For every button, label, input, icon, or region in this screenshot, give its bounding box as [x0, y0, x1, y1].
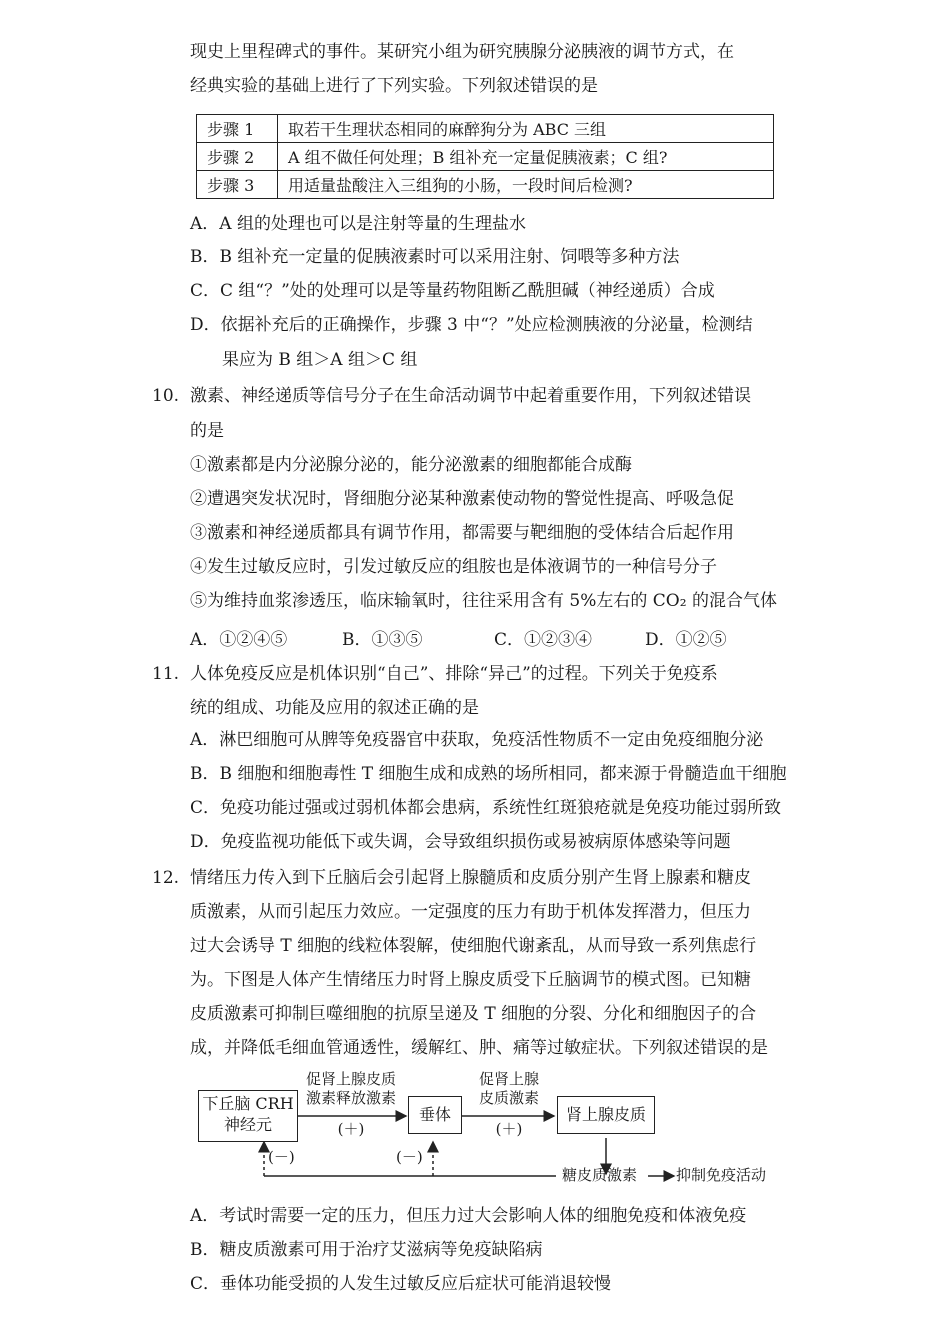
step-label: 步骤 2	[197, 143, 278, 171]
immune-inhibition-label: 抑制免疫活动	[676, 1166, 767, 1184]
q11-option-a: A．淋巴细胞可从脾等免疫器官中获取，免疫活性物质不一定由免疫细胞分泌	[190, 730, 764, 750]
q11-stem-line-2: 统的组成、功能及应用的叙述正确的是	[190, 698, 479, 718]
q12-stem-line-4: 为。下图是人体产生情绪压力时肾上腺皮质受下丘脑调节的模式图。已知糖	[190, 970, 751, 990]
step-label: 步骤 3	[197, 171, 278, 199]
q12-option-c: C．垂体功能受损的人发生过敏反应后症状可能消退较慢	[190, 1274, 612, 1294]
acth-label-1: 促肾上腺	[478, 1070, 539, 1088]
q11-option-c: C．免疫功能过强或过弱机体都会患病，系统性红斑狼疮就是免疫功能过弱所致	[190, 798, 782, 818]
crh-neuron-label-2: 神经元	[223, 1115, 272, 1134]
q9-option-d-line-1: D．依据补充后的正确操作，步骤 3 中“？”处应检测胰液的分泌量，检测结	[190, 315, 753, 335]
q12-option-a: A．考试时需要一定的压力，但压力过大会影响人体的细胞免疫和体液免疫	[190, 1206, 747, 1226]
q12-option-b: B．糖皮质激素可用于治疗艾滋病等免疫缺陷病	[190, 1240, 543, 1260]
arrow2-sign: (＋)	[495, 1120, 523, 1138]
step-content: 取若干生理状态相同的麻醉狗分为 ABC 三组	[278, 115, 774, 143]
step-content: 用适量盐酸注入三组狗的小肠，一段时间后检测?	[278, 171, 774, 199]
q12-stem-line-6: 成，并降低毛细血管通透性，缓解红、肿、痛等过敏症状。下列叙述错误的是	[190, 1038, 768, 1058]
q10-option-a: A．①②④⑤	[190, 630, 288, 650]
q10-item-4: ④发生过敏反应时，引发过敏反应的组胺也是体液调节的一种信号分子	[190, 557, 717, 577]
glucocorticoid-label: 糖皮质激素	[562, 1166, 638, 1184]
acth-label-2: 皮质激素	[478, 1089, 539, 1107]
crh-hormone-label-2: 激素释放激素	[305, 1089, 396, 1107]
crh-neuron-label-1: 下丘脑 CRH	[202, 1094, 294, 1113]
q10-item-2: ②遭遇突发状况时，肾细胞分泌某种激素使动物的警觉性提高、呼吸急促	[190, 489, 734, 509]
q9-option-d-line-2: 果应为 B 组＞A 组＞C 组	[222, 350, 418, 370]
q10-number: 10.	[152, 386, 180, 406]
q10-option-c: C．①②③④	[494, 630, 593, 650]
table-row	[197, 143, 774, 171]
table-row	[197, 171, 774, 199]
q10-item-1: ①激素都是内分泌腺分泌的，能分泌激素的细胞都能合成酶	[190, 455, 632, 475]
q10-option-d: D．①②⑤	[645, 630, 727, 650]
feedback1-sign: (－)	[268, 1148, 295, 1166]
crh-neuron-box	[198, 1090, 298, 1142]
q9-option-a: A．A 组的处理也可以是注射等量的生理盐水	[190, 214, 526, 234]
q12-stem-line-3: 过大会诱导 T 细胞的线粒体裂解，使细胞代谢紊乱，从而导致一系列焦虑行	[190, 936, 757, 956]
q10-option-b: B．①③⑤	[342, 630, 423, 650]
q11-stem-line-1: 人体免疫反应是机体识别“自己”、排除“异己”的过程。下列关于免疫系	[190, 664, 718, 684]
q10-stem-line-2: 的是	[190, 421, 224, 441]
q12-number: 12.	[152, 868, 180, 888]
feedback2-sign: (－)	[396, 1148, 423, 1166]
q10-stem-line-1: 激素、神经递质等信号分子在生命活动调节中起着重要作用，下列叙述错误	[190, 386, 751, 406]
q12-stem-line-2: 质激素，从而引起压力效应。一定强度的压力有助于机体发挥潜力，但压力	[190, 902, 751, 922]
q11-number: 11.	[152, 664, 180, 684]
table-row	[197, 115, 774, 143]
q9-stem-line-2: 经典实验的基础上进行了下列实验。下列叙述错误的是	[190, 76, 598, 96]
q9-stem-line-1: 现史上里程碑式的事件。某研究小组为研究胰腺分泌胰液的调节方式，在	[190, 42, 734, 62]
q12-stem-line-1: 情绪压力传入到下丘脑后会引起肾上腺髓质和皮质分别产生肾上腺素和糖皮	[190, 868, 751, 888]
pituitary-box: 垂体	[408, 1096, 462, 1134]
step-label: 步骤 1	[197, 115, 278, 143]
q9-option-b: B．B 组补充一定量的促胰液素时可以采用注射、饲喂等多种方法	[190, 247, 680, 267]
arrow1-sign: (＋)	[337, 1120, 365, 1138]
step-content: A 组不做任何处理；B 组补充一定量促胰液素；C 组?	[278, 143, 774, 171]
q10-item-3: ③激素和神经递质都具有调节作用，都需要与靶细胞的受体结合后起作用	[190, 523, 734, 543]
hpa-axis-diagram	[196, 1068, 796, 1193]
q11-option-b: B．B 细胞和细胞毒性 T 细胞生成和成熟的场所相同，都来源于骨髓造血干细胞	[190, 764, 787, 784]
q12-stem-line-5: 皮质激素可抑制巨噬细胞的抗原呈递及 T 细胞的分裂、分化和细胞因子的合	[190, 1004, 757, 1024]
adrenal-cortex-box: 肾上腺皮质	[557, 1096, 655, 1134]
crh-hormone-label-1: 促肾上腺皮质	[305, 1070, 396, 1088]
q11-option-d: D．免疫监视功能低下或失调，会导致组织损伤或易被病原体感染等问题	[190, 832, 731, 852]
q10-item-5: ⑤为维持血浆渗透压，临床输氧时，往往采用含有 5%左右的 CO₂ 的混合气体	[190, 591, 777, 611]
steps-table	[196, 114, 774, 199]
q9-option-c: C．C 组“？”处的处理可以是等量药物阻断乙酰胆碱（神经递质）合成	[190, 281, 715, 301]
